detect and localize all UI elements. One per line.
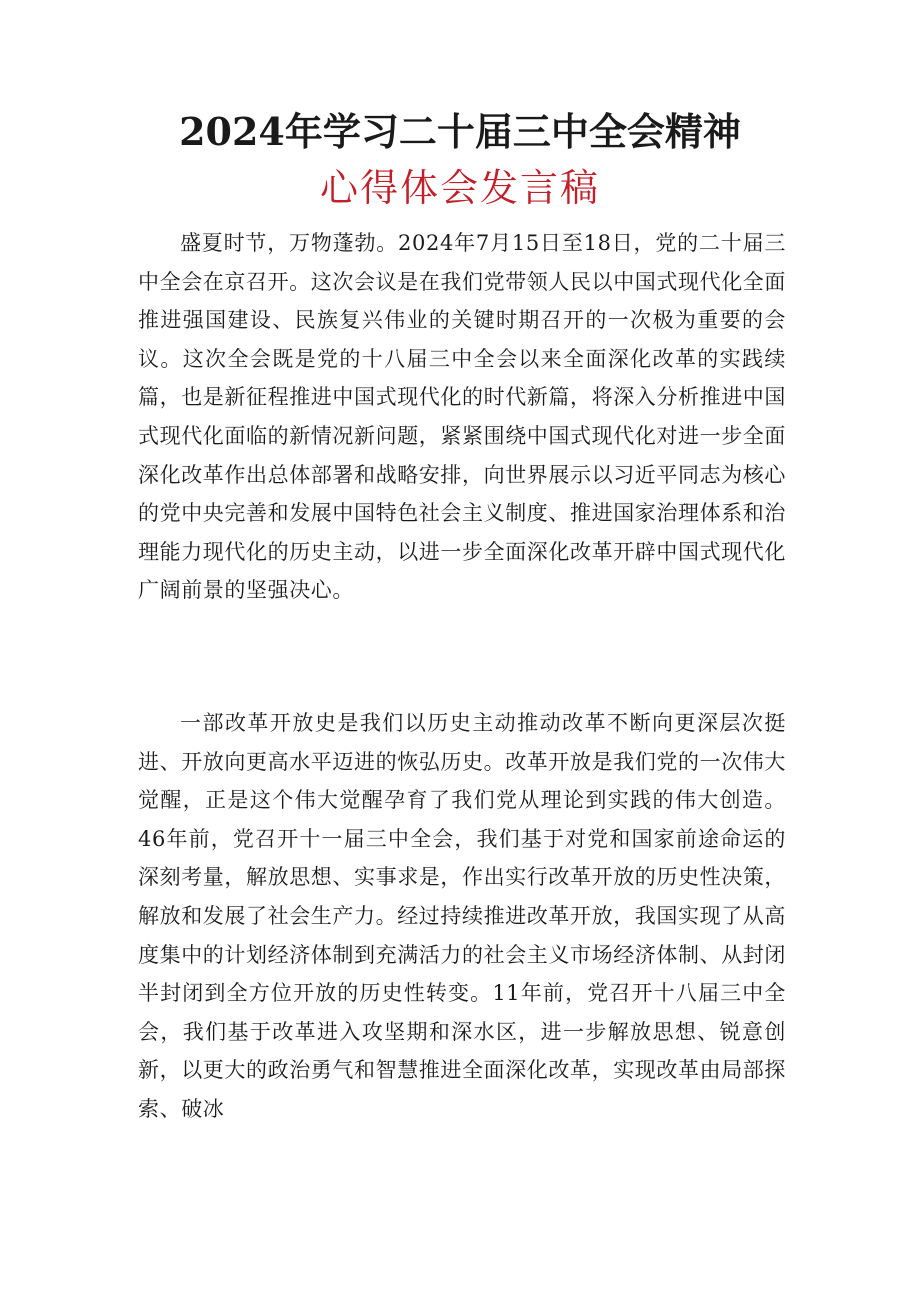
document-subtitle: 心得体会发言稿 [319, 166, 600, 210]
paragraph-2: 一部改革开放史是我们以历史主动推动改革不断向更深层次挺进、开放向更高水平迈进的恢弘历史。改革开放是我们党的一次伟大觉醒，正是这个伟大觉醒孕育了我们党从理论到实践的伟大创造。46年前，党召开十一届三中全会，我们基于对党和国家前途命运的深刻考量，解放思想、实事求是，作出实行改革开放的历史性决策，解放和发展了社会生产力。经过持续推进改革开放，我国实现了从高度集中的计划经济体制到充满活力的社会主义市场经济体制、从封闭半封闭到全方位开放的历史性转变。11年前，党召开十八届三中全会，我们基于改革进入攻坚期和深水区，进一步解放思想、锐意创新，以更大的政治勇气和智慧推进全面深化改革，实现改革由局部探索、破冰 [138, 711, 786, 1121]
paragraph-1: 盛夏时节，万物蓬勃。2024年7月15日至18日，党的二十届三中全会在京召开。这次会议是在我们党带领人民以中国式现代化全面推进强国建设、民族复兴伟业的关键时期召开的一次极为重要的会议。这次全会既是党的十八届三中全会以来全面深化改革的实践续篇，也是新征程推进中国式现代化的时代新篇，将深入分析推进中国式现代化面临的新情况新问题，紧紧围绕中国式现代化对进一步全面深化改革作出总体部署和战略安排，向世界展示以习近平同志为核心的党中央完善和发展中国特色社会主义制度、推进国家治理体系和治理能力现代化的历史主动，以进一步全面深化改革开辟中国式现代化广阔前景的坚强决心。 [138, 231, 786, 603]
document-title: 2024年学习二十届三中全会精神 [179, 109, 741, 154]
